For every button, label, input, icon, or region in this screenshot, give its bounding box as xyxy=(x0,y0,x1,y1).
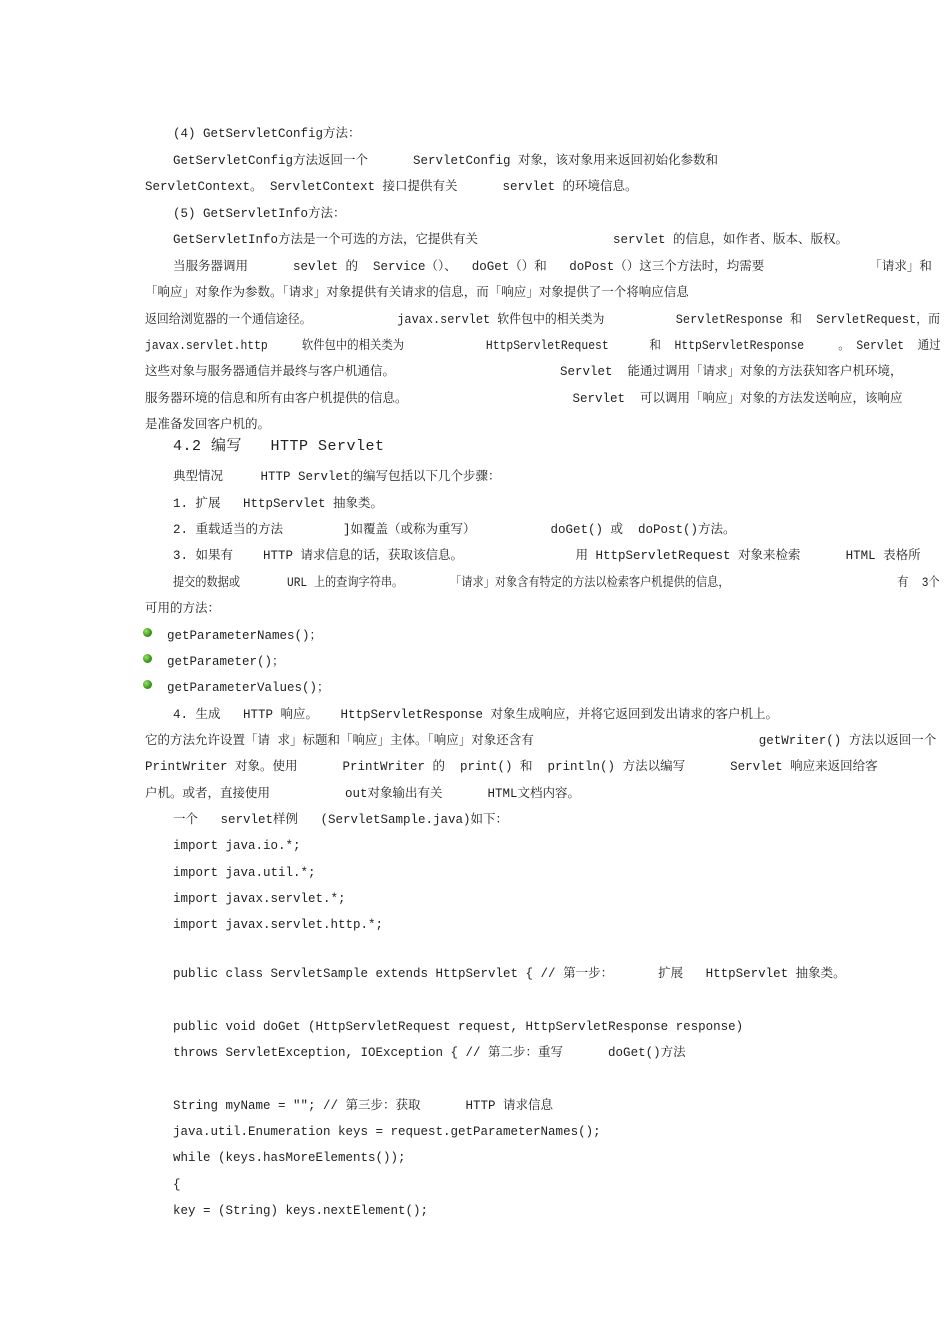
section-heading: 4.2 编写 HTTP Servlet xyxy=(173,438,385,455)
text-line: 一个 servlet样例 (ServletSample.java)如下： xyxy=(173,813,509,827)
text-line: (5) GetServletInfo方法： xyxy=(173,207,346,221)
text-line: public void doGet (HttpServletRequest request, HttpServletResponse response) xyxy=(173,1020,744,1034)
text-line: ServletContext。 ServletContext 接口提供有关 servlet 的环境信息。 xyxy=(145,180,638,194)
bullet-item: getParameterValues()； xyxy=(167,681,330,695)
text-line: import java.util.*; xyxy=(173,866,316,880)
text-line: javax.servlet.http 软件包中的相关类为 HttpServletRequest 和 HttpServletResponse 。 Servlet 通过 xyxy=(145,339,941,353)
bullet-item: getParameter()； xyxy=(167,655,285,669)
text-line: import javax.servlet.http.*; xyxy=(173,918,384,932)
text-line: while (keys.hasMoreElements()); xyxy=(173,1151,406,1165)
text-line: 这些对象与服务器通信并最终与客户机通信。 Servlet 能通过调用「请求」对象的方法获知客户机环境， xyxy=(145,365,903,379)
text-line: 提交的数据或 URL 上的查询字符串。 「请求」对象含有特定的方法以检索客户机提供的信息， 有 3个 xyxy=(173,576,940,590)
text-line: throws ServletException, IOException { // 第二步：重写 doGet()方法 xyxy=(173,1046,686,1060)
text-line: 它的方法允许设置「请 求」标题和「响应」主体。「响应」对象还含有 getWriter() 方法以返回一个 xyxy=(145,734,937,748)
bullet-item: getParameterNames()； xyxy=(167,629,323,643)
text-line: java.util.Enumeration keys = request.getParameterNames(); xyxy=(173,1125,601,1139)
text-line: PrintWriter 对象。使用 PrintWriter 的 print() 和 println() 方法以编写 Servlet 响应来返回给客 xyxy=(145,760,878,774)
text-line: 户机。或者，直接使用 out对象输出有关 HTML文档内容。 xyxy=(145,787,581,801)
text-line: 服务器环境的信息和所有由客户机提供的信息。 Servlet 可以调用「响应」对象的方法发送响应，该响应 xyxy=(145,392,903,406)
text-line: import javax.servlet.*; xyxy=(173,892,346,906)
text-line: 典型情况 HTTP Servlet的编写包括以下几个步骤： xyxy=(173,470,501,484)
text-line: { xyxy=(173,1178,181,1192)
bullet-dot-icon xyxy=(143,628,152,637)
text-line: 是准备发回客户机的。 xyxy=(145,418,271,432)
text-line: 1. 扩展 HttpServlet 抽象类。 xyxy=(173,497,384,511)
text-line: GetServletConfig方法返回一个 ServletConfig 对象，该对象用来返回初始化参数和 xyxy=(173,154,719,168)
bullet-dot-icon xyxy=(143,680,152,689)
bullet-dot-icon xyxy=(143,654,152,663)
text-line: GetServletInfo方法是一个可选的方法，它提供有关 servlet 的信息，如作者、版本、版权。 xyxy=(173,233,849,247)
text-line: 返回给浏览器的一个通信途径。 javax.servlet 软件包中的相关类为 ServletResponse 和 ServletRequest，而 xyxy=(145,313,941,327)
text-line: 可用的方法： xyxy=(145,602,221,616)
text-line: public class ServletSample extends HttpServlet { // 第一步： 扩展 HttpServlet 抽象类。 xyxy=(173,967,846,981)
text-line: 「响应」对象作为参数。「请求」对象提供有关请求的信息，而「响应」对象提供了一个将响应信息 xyxy=(145,286,689,300)
text-line: 当服务器调用 sevlet 的 Service（）、 doGet（）和 doPost（）这三个方法时，均需要 「请求」和 xyxy=(173,260,932,274)
text-line: (4) GetServletConfig方法： xyxy=(173,127,361,141)
text-line: String myName = ""; // 第三步：获取 HTTP 请求信息 xyxy=(173,1099,554,1113)
text-line: key = (String) keys.nextElement(); xyxy=(173,1204,429,1218)
text-line: 3. 如果有 HTTP 请求信息的话，获取该信息。 用 HttpServletRequest 对象来检索 HTML 表格所 xyxy=(173,549,921,563)
text-line: 4. 生成 HTTP 响应。 HttpServletResponse 对象生成响应，并将它返回到发出请求的客户机上。 xyxy=(173,708,779,722)
text-line: 2. 重载适当的方法 ]如覆盖（或称为重写） doGet() 或 doPost()方法。 xyxy=(173,523,736,537)
text-line: import java.io.*; xyxy=(173,839,301,853)
